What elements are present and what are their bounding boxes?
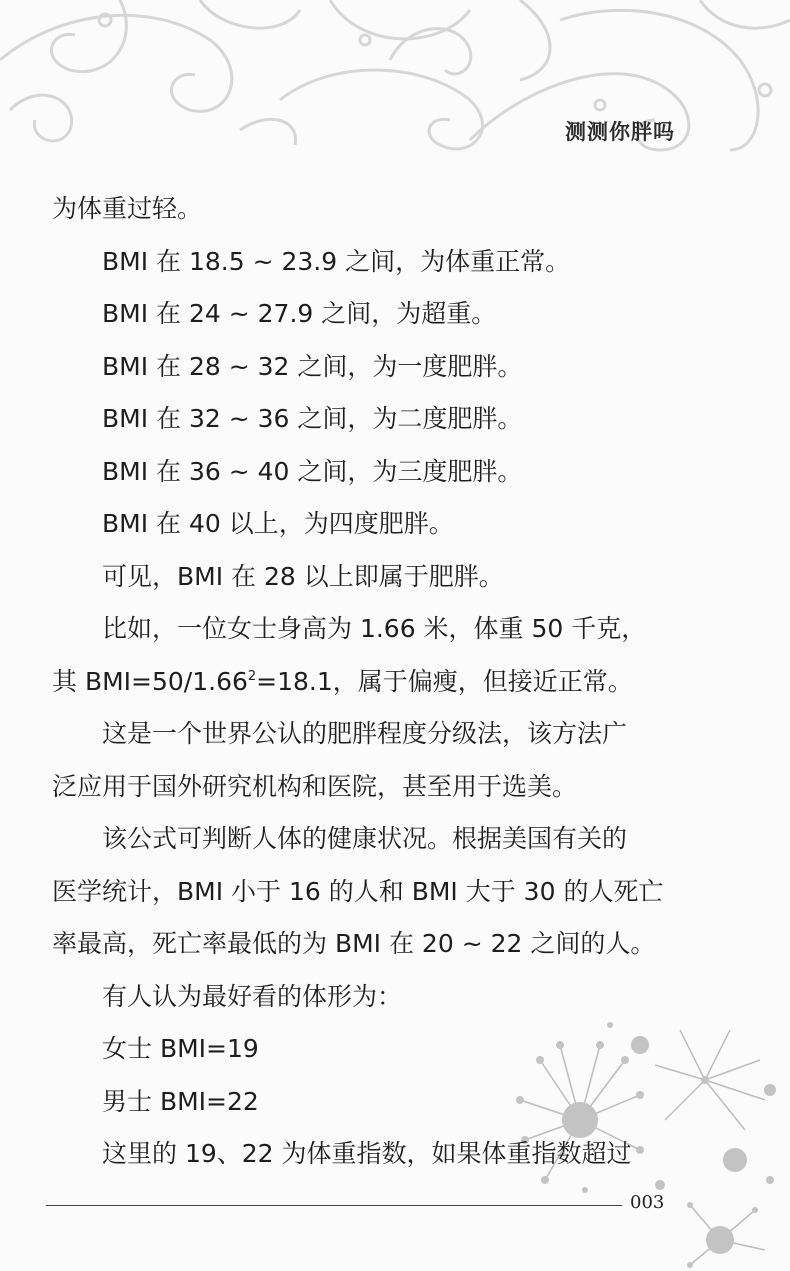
paragraph-line: 这是一个世界公认的肥胖程度分级法，该方法广 xyxy=(102,719,628,748)
paragraph-line: 女士 BMI=19 xyxy=(102,1034,259,1063)
footer-rule xyxy=(46,1205,622,1206)
running-header: 测测你胖吗 xyxy=(565,120,675,144)
page-number: 003 xyxy=(630,1192,665,1213)
superscript: 2 xyxy=(247,668,257,684)
paragraph-line: 医学统计，BMI 小于 16 的人和 BMI 大于 30 的人死亡 xyxy=(52,876,664,906)
paragraph-line: BMI 在 18.5 ~ 23.9 之间，为体重正常。 xyxy=(102,246,571,276)
paragraph-line: 该公式可判断人体的健康状况。根据美国有关的 xyxy=(102,824,628,853)
formula-text: 其 BMI=50/1.66 xyxy=(52,666,248,696)
paragraph-line: BMI 在 32 ~ 36 之间，为二度肥胖。 xyxy=(102,404,523,433)
paragraph-line: 为体重过轻。 xyxy=(52,194,203,223)
paragraph-line: 可见，BMI 在 28 以上即属于肥胖。 xyxy=(102,561,504,591)
paragraph-line xyxy=(52,656,672,709)
paragraph-line: 率最高，死亡率最低的为 BMI 在 20 ~ 22 之间的人。 xyxy=(52,929,656,958)
paragraph-line: 比如，一位女士身高为 1.66 米，体重 50 千克， xyxy=(102,614,647,643)
paragraph-line: 泛应用于国外研究机构和医院，甚至用于选美。 xyxy=(52,771,578,801)
paragraph-line: BMI 在 36 ~ 40 之间，为三度肥胖。 xyxy=(102,456,523,486)
paragraph-line: BMI 在 28 ~ 32 之间，为一度肥胖。 xyxy=(102,351,523,381)
paragraph-line: 这里的 19、22 为体重指数，如果体重指数超过 xyxy=(102,1139,632,1168)
body-text xyxy=(52,183,672,1181)
paragraph-line: 男士 BMI=22 xyxy=(102,1086,259,1116)
paragraph-line: BMI 在 40 以上，为四度肥胖。 xyxy=(102,509,454,538)
formula-text-rest: =18.1，属于偏瘦，但接近正常。 xyxy=(256,666,633,696)
paragraph-line: 有人认为最好看的体形为： xyxy=(102,981,403,1011)
paragraph-line: BMI 在 24 ~ 27.9 之间，为超重。 xyxy=(102,299,497,328)
